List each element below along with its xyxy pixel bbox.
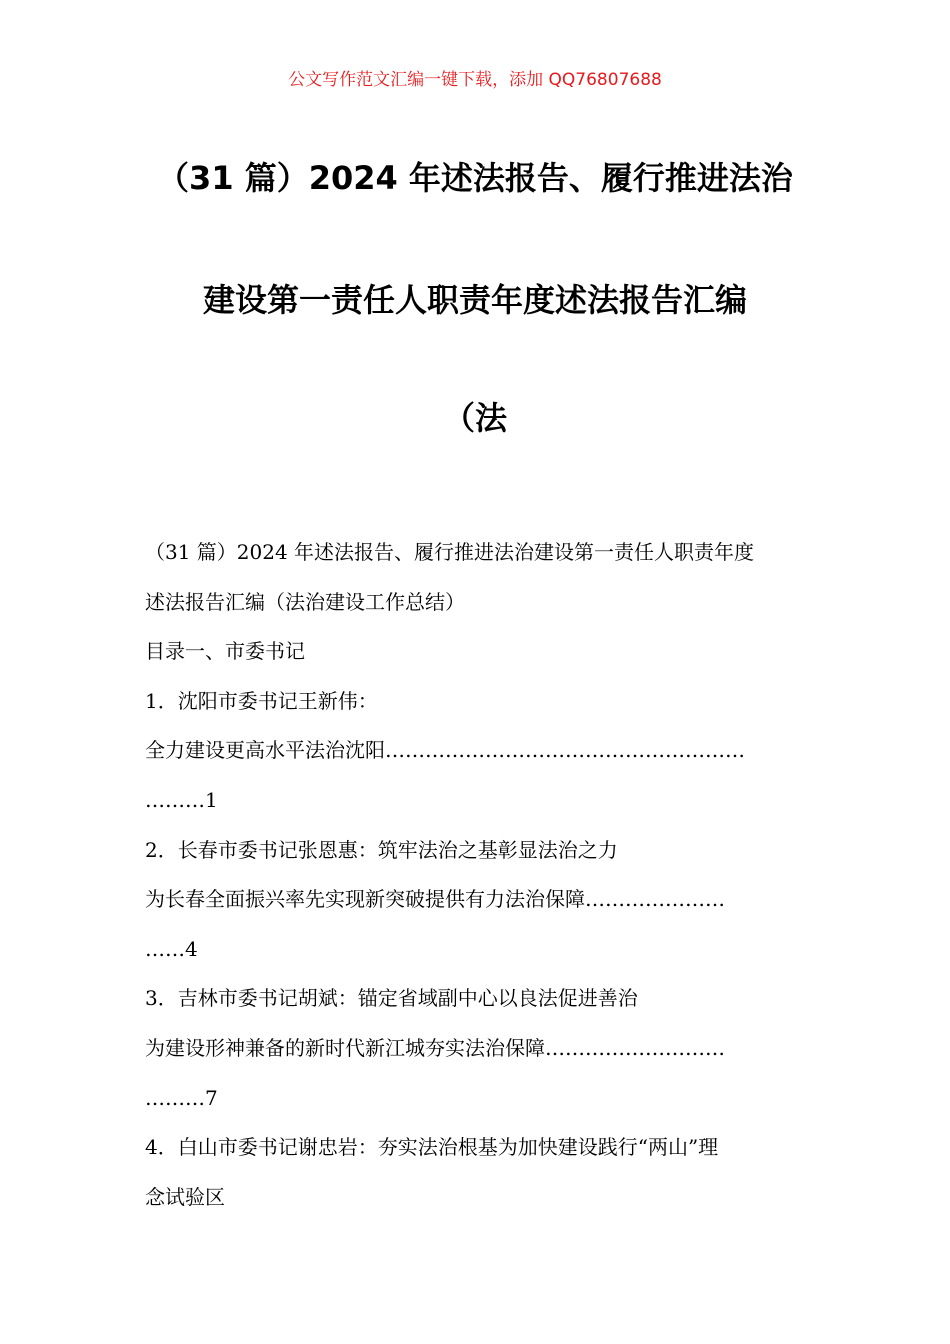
document-body [145, 532, 810, 1226]
toc-item-2-page: ……4 [145, 936, 198, 961]
toc-item-1-title: 全力建设更高水平法治沈阳……………………………………………… [145, 738, 745, 763]
download-watermark: 公文写作范文汇编一键下载，添加 QQ76807688 [288, 70, 662, 90]
toc-item-3-title: 为建设形神兼备的新时代新江城夯实法治保障……………………… [145, 1035, 725, 1060]
document-title-line-2: 建设第一责任人职责年度述法报告汇编 [202, 281, 747, 319]
document-title-line-3: （法 [442, 399, 507, 437]
body-line: （31 篇）2024 年述法报告、履行推进法治建设第一责任人职责年度 [145, 540, 755, 564]
toc-item-3-page: ………7 [145, 1085, 218, 1110]
toc-heading: 目录一、市委书记 [145, 639, 305, 664]
document-title-line-1: （31 篇）2024 年述法报告、履行推进法治 [157, 159, 793, 197]
toc-item-1-page: ………1 [145, 787, 218, 812]
toc-item-1-author: 1．沈阳市委书记王新伟： [145, 688, 378, 713]
toc-item-2-author: 2．长春市委书记张恩惠：筑牢法治之基彰显法治之力 [145, 837, 618, 862]
toc-item-4-author: 4．白山市委书记谢忠岩：夯实法治根基为加快建设践行“两山”理 [145, 1135, 719, 1160]
body-line: 述法报告汇编（法治建设工作总结） [145, 589, 465, 614]
toc-item-3-author: 3．吉林市委书记胡斌：锚定省域副中心以良法促进善治 [145, 986, 638, 1011]
toc-item-4-title: 念试验区 [145, 1184, 225, 1209]
toc-item-2-title: 为长春全面振兴率先实现新突破提供有力法治保障………………… [145, 887, 725, 912]
